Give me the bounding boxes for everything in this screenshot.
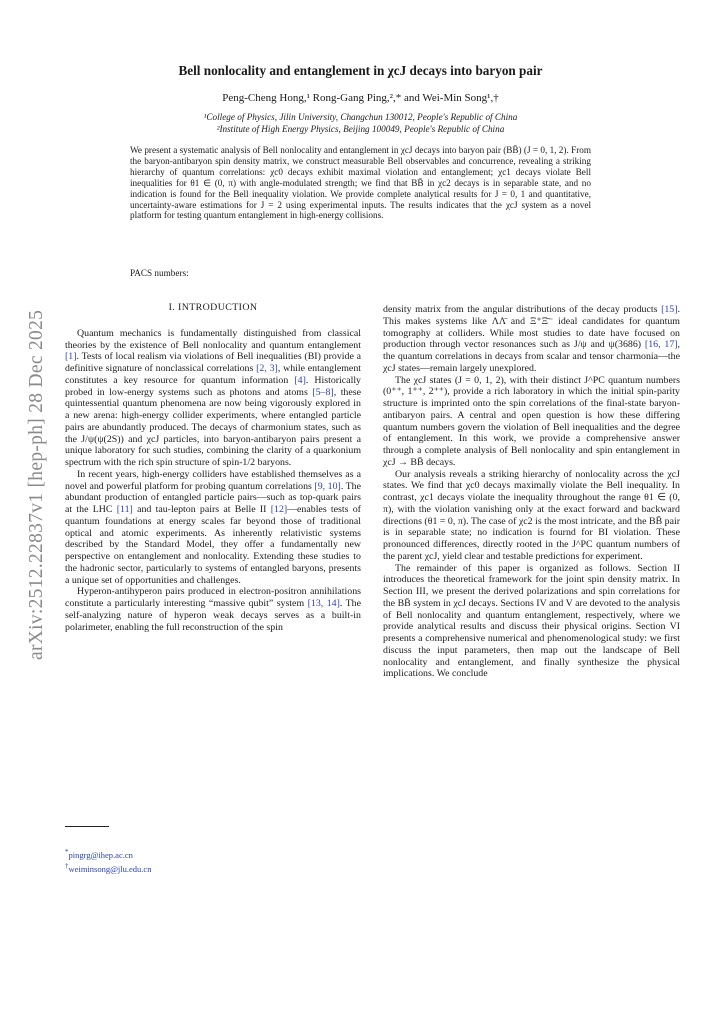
paragraph — [383, 563, 680, 681]
footnotes — [65, 847, 151, 875]
paper-title: Bell nonlocality and entanglement in χcJ decays into baryon pair — [178, 63, 543, 78]
paragraph — [383, 304, 680, 375]
footnote-1 — [65, 847, 151, 861]
right-column — [383, 304, 680, 680]
paragraph-text: . The self-analyzing nature of hyperon weak decays serves as a built-in polarimeter, enabling the full reconstruction of the spin — [65, 598, 361, 633]
citation-link[interactable]: [11] — [116, 504, 133, 515]
paragraph-text: . Tests of local realism via violations of Bell inequalities (BI) provide a definitive signature of nonclassical correlations — [65, 351, 361, 374]
paragraph-text: The χcJ states (J = 0, 1, 2), with their distinct J^PC quantum numbers (0⁺⁺, 1⁺⁺, 2⁺⁺), provide a rich laboratory in which the initial spin-parity structure is imprinted onto the spin correlations of the final-state baryon-antibaryon pairs. A central and open question is how these differing quantum numbers govern the violation of Bell inequalities and the degree of entanglement. In this work, we provide a comprehensive answer through a complete analysis of Bell nonlocality and spin entanglement in χcJ → BB̄ decays. — [383, 374, 680, 468]
footnote-mark: * — [65, 848, 69, 856]
left-column — [65, 302, 361, 633]
email-link[interactable]: pingrg@ihep.ac.cn — [68, 849, 133, 860]
paragraph-text: . Historically probed in low-energy systems such as photons and atoms — [65, 374, 361, 398]
paragraph-text: and tau-lepton pairs at Belle II — [132, 504, 271, 515]
citation-link[interactable]: [16, 17] — [644, 339, 678, 351]
left-column-body — [65, 328, 361, 634]
citation-link[interactable]: [4] — [294, 374, 306, 386]
citation-link[interactable]: [9, 10] — [314, 480, 341, 492]
paragraph-text: , the quantum correlations in decays from scalar and tensor charmonia—the χcJ states—remain largely unexplored. — [383, 339, 681, 374]
affiliation-2: ²Institute of High Energy Physics, Beijing 100049, People's Republic of China — [216, 124, 505, 134]
author-list: Peng-Cheng Hong,¹ Rong-Gang Ping,²,* and Wei-Min Song¹,† — [222, 92, 499, 104]
citation-link[interactable]: [12] — [270, 504, 288, 515]
footnote-mark: † — [65, 861, 69, 870]
paragraph-text: In recent years, high-energy colliders have established themselves as a novel and powerful platform for probing quantum correlations — [65, 468, 361, 492]
section-heading: I. INTRODUCTION — [168, 302, 258, 313]
abstract: We present a systematic analysis of Bell nonlocality and entanglement in χcJ decays into baryon pair (BB̄) (J = 0, 1, 2). From the baryon-antibaryon spin density matrix, we construct measurable Bell observables and concurrence, revealing a striking hierarchy of quantum correlations: χc0 decays exhibit maximal violation and entanglement; χc1 decays violate Bell inequalities for θ1 ∈ (0, π) with angle-modulated strength; we find that BB̄ in χc2 decays is in separable state, and no indication is found for the Bell inequality violation. We provide complete analytical results for J = 0, 1 and quantitative, uncertainty-aware estimations for J = 2 using experimental inputs. The results indicates that the χcJ system as a novel platform for testing quantum entanglement in high-energy collisions. — [130, 145, 591, 221]
paragraph-text: , while entanglement constitutes a key resource for quantum information — [65, 363, 361, 386]
email-link[interactable]: weiminsong@jlu.edu.cn — [68, 863, 152, 874]
paragraph-text: . This makes systems like ΛΛ̄ and Ξ⁺Ξ̄⁻ ideal candidates for quantum tomography at colliders. While most studies to date have focused on production through vector resonances such as J/ψ and ψ(3686) — [383, 304, 680, 351]
paragraph-text: —enables tests of quantum foundations at energy scales far beyond those of traditional optical and atomic experiments. As inherently relativistic systems described by the Standard Model, they offer a fundamentally new perspective on entanglement and nonlocality. Extending these studies to the hadronic sector, particularly to systems of entangled baryons, presents a unique set of opportunities and challenges. — [65, 504, 361, 586]
paragraph-text: Our analysis reveals a striking hierarchy of nonlocality across the χcJ states. We find that χc0 decays maximally violate the Bell inequality. In contrast, χc1 decays violate the inequality throughout the range θ1 ∈ (0, π), with the violation vanishing only at the exact forward and backward directions (θ1 = 0, π). The case of χc2 is the most intricate, and the BB̄ pair is in separable state; no indication is fournd for BI violation. These pronounced differences, directly rooted in the J^PC quantum numbers of the parent χcJ, yield clear and testable predictions for experiment. — [383, 468, 680, 562]
paragraph-text: . The abundant production of entangled particle pairs—such as top-quark pairs at the LHC — [65, 480, 361, 515]
citation-link[interactable]: [5–8] — [312, 386, 334, 398]
arxiv-identifier: arXiv:2512.22837v1 [hep-ph] 28 Dec 2025 — [26, 309, 47, 660]
paragraph-text: The remainder of this paper is organized as follows. Section II introduces the theoretical framework for the joint spin density matrix. In Section III, we present the derived polarizations and spin correlations for the BB̄ system in χcJ decays. Sections IV and V are devoted to the analysis of Bell nonlocality and quantum entanglement, respectively, where we provide analytical results and discuss their physical origins. Section VI presents a comprehensive numerical and phenomenological study: we first discuss the input parameters, then map out the landscape of Bell nonlocality and entanglement, and finally synthesize the physical implications. We conclude — [383, 562, 680, 680]
paragraph — [65, 586, 361, 633]
affiliation-1: ¹College of Physics, Jilin University, Changchun 130012, People's Republic of China — [203, 112, 518, 122]
citation-link[interactable]: [1] — [65, 351, 77, 363]
paragraph — [65, 328, 361, 469]
footnote-rule — [65, 826, 109, 827]
footnote-2 — [65, 861, 151, 875]
paragraph — [383, 469, 680, 563]
citation-link[interactable]: [2, 3] — [256, 363, 278, 374]
citation-link[interactable]: [15] — [661, 304, 678, 315]
paragraph — [383, 375, 680, 469]
citation-link[interactable]: [13, 14] — [307, 598, 340, 609]
paragraph-text: , these quintessential quantum phenomena are now being vigorously explored in a new arena: high-energy collider experiments, where entangled particle pairs are abundantly produced. The decays of charmonium states, such as the J/ψ(ψ(2S)) and χcJ particles, into baryon-antibaryon pairs present a unique laboratory for such studies, combining the clarity of a quarkonium spectrum with the rich spin structure of spin-1/2 baryons. — [65, 386, 361, 468]
paragraph — [65, 469, 361, 587]
pacs-label: PACS numbers: — [130, 268, 189, 278]
right-column-body — [383, 304, 680, 680]
paragraph-text: Quantum mechanics is fundamentally distinguished from classical theories by the existence of Bell nonlocality and quantum entanglement — [65, 327, 361, 351]
paragraph-text: Hyperon-antihyperon pairs produced in electron-positron annihilations constitute a particularly interesting “massive qubit” system — [65, 586, 361, 609]
paragraph-text: density matrix from the angular distributions of the decay products — [383, 304, 662, 315]
